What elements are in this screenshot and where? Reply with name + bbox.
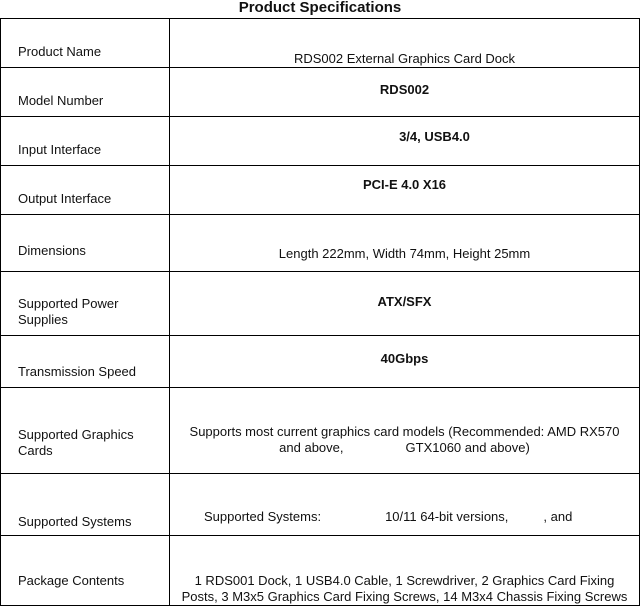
- systems-part-3: , and: [543, 509, 573, 524]
- row-label: Transmission Speed: [1, 336, 170, 388]
- systems-part-1: Supported Systems:: [204, 509, 322, 524]
- table-row: [1, 536, 640, 606]
- graphics-cards-line-1: Supports most current graphics card models (Recommended: AMD RX570: [189, 424, 620, 439]
- systems-part-2: 10/11 64-bit versions,: [385, 509, 509, 524]
- spec-table: [0, 18, 640, 606]
- row-value: RDS002 External Graphics Card Dock: [170, 19, 640, 68]
- row-label: Model Number: [1, 68, 170, 117]
- row-value: [170, 536, 640, 606]
- row-value: PCI-E 4.0 X16: [170, 166, 640, 215]
- row-value: ATX/SFX: [170, 272, 640, 336]
- package-line-1: 1 RDS001 Dock, 1 USB4.0 Cable, 1 Screwdriver, 2 Graphics Card Fixing: [194, 573, 615, 588]
- graphics-cards-line-2a: and above,: [279, 440, 344, 455]
- row-label: Dimensions: [1, 215, 170, 272]
- table-row: [1, 68, 640, 117]
- table-row: [1, 336, 640, 388]
- table-row: [1, 166, 640, 215]
- row-label: Supported Power Supplies: [1, 272, 170, 336]
- row-label: Supported Systems: [1, 474, 170, 536]
- row-value: 40Gbps: [170, 336, 640, 388]
- row-value: [170, 388, 640, 474]
- table-row: [1, 388, 640, 474]
- table-row: [1, 117, 640, 166]
- table-row: [1, 19, 640, 68]
- graphics-cards-line-2b: GTX1060 and above): [405, 440, 530, 455]
- row-value: RDS002: [170, 68, 640, 117]
- table-row: [1, 272, 640, 336]
- graphics-cards-line-2: [170, 440, 639, 456]
- row-label: Input Interface: [1, 117, 170, 166]
- table-row: [1, 474, 640, 536]
- row-label: Package Contents: [1, 536, 170, 606]
- row-label: Product Name: [1, 19, 170, 68]
- package-line-2: Posts, 3 M3x5 Graphics Card Fixing Screws, 14 M3x4 Chassis Fixing Screws: [181, 589, 628, 604]
- page-title: Product Specifications: [238, 0, 402, 16]
- row-value: 3/4, USB4.0: [170, 117, 640, 166]
- row-value: [170, 474, 640, 536]
- row-label: Output Interface: [1, 166, 170, 215]
- row-label: Supported Graphics Cards: [1, 388, 170, 474]
- table-row: [1, 215, 640, 272]
- row-value: Length 222mm, Width 74mm, Height 25mm: [170, 215, 640, 272]
